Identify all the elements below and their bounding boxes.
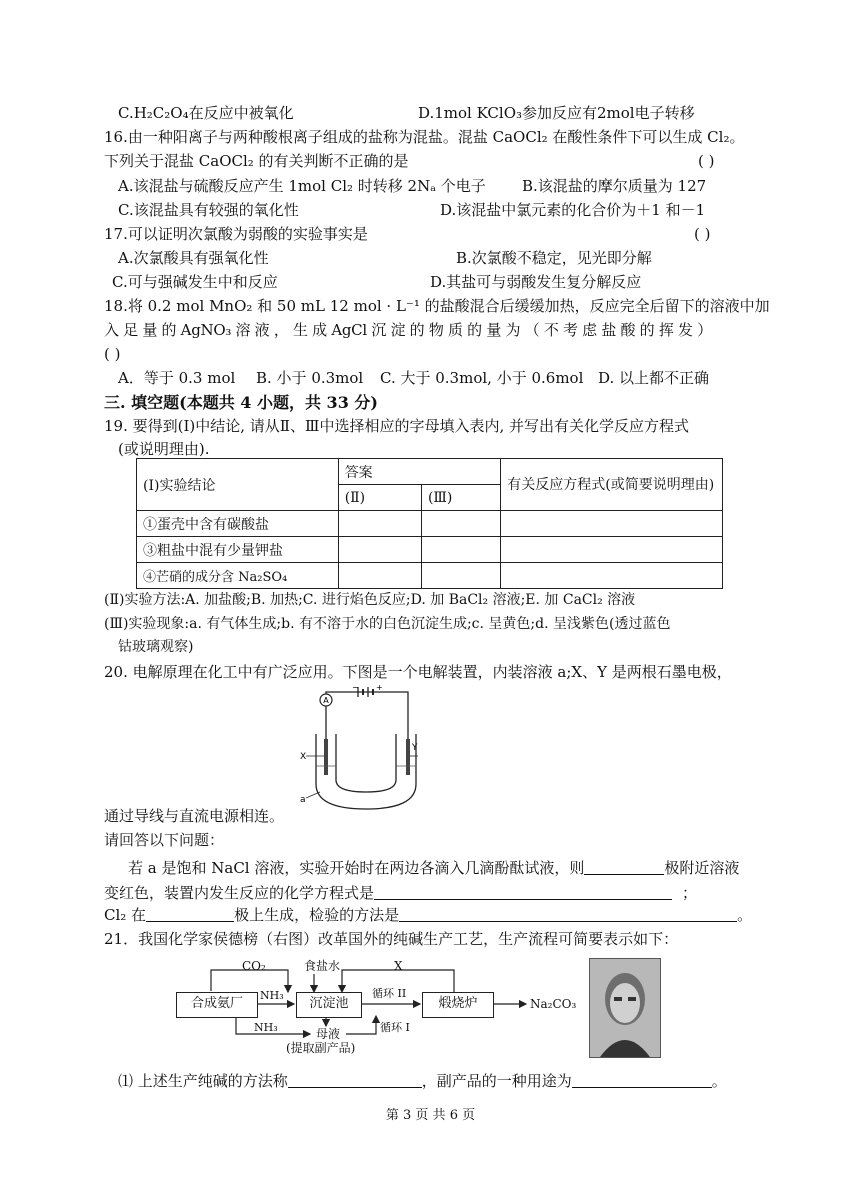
flow-calcination-furnace: 煅烧炉 [422,992,494,1018]
q20-text: ； [682,884,698,902]
battery-minus-label: − [352,684,359,692]
q18-option-a: A．等于 0.3 mol [118,369,236,387]
q16-option-b: B.该混盐的摩尔质量为 127 [522,177,707,195]
flow-label-cycle2: 循环 II [372,987,407,1000]
flow-settling-tank: 沉淀池 [296,992,362,1018]
method-name-blank[interactable] [288,1073,422,1088]
q20-text: 极上生成，检验的方法是 [234,906,400,924]
flow-label-cycle1: 循环 I [380,1021,410,1034]
q21-text: 。 [711,1072,727,1090]
q20-stem-line3: 请回答以下问题： [104,831,225,849]
flow-label-nh3-top: NH₃ [260,989,284,1002]
equation-cell[interactable] [501,563,723,589]
q20-stem-line1: 20. 电解原理在化工中有广泛应用。下图是一个电解装置，内装溶液 a;X、Y 是两根石墨电极， [104,663,732,681]
page-footer: 第 3 页 共 6 页 [385,1108,476,1123]
q19-stem-line2: (或说明理由). [118,440,210,458]
q16-option-a: A.该混盐与硫酸反应产生 1mol Cl₂ 时转移 2Nₐ 个电子 [118,177,486,195]
q18-option-d: D. 以上都不正确 [598,369,710,387]
table-row [137,537,723,563]
q16-stem-line1: 16.由一种阳离子与两种酸根离子组成的盐称为混盐。混盐 CaOCl₂ 在酸性条件下可以生成 Cl₂。 [104,128,745,146]
q20-text: 。 [737,906,753,924]
electrode-x [324,739,328,775]
flow-label-brine: 食盐水 [304,959,341,973]
q21-text: ，副产品的一种用途为 [421,1072,572,1090]
electrode-y [406,739,410,775]
answer-cell-3[interactable] [421,511,500,537]
electrode-x-label: X [300,752,307,762]
flow-label-byproduct: (提取副产品) [286,1041,356,1055]
table-header-answer: 答案 [338,459,501,485]
electrolysis-diagram [300,684,420,814]
flow-label-mother-liquor: 母液 [316,1027,341,1041]
q18-answer-bracket: ( ) [104,345,121,363]
q21-text: ⑴ 上述生产纯碱的方法称 [118,1072,288,1090]
q15-option-d: D.1mol KClO₃参加反应有2mol电子转移 [418,104,695,122]
table-row [137,563,723,589]
q19-stem-line1: 19. 要得到(Ⅰ)中结论, 请从Ⅱ、Ⅲ中选择相应的字母填入表内, 并写出有关化学反应方程式 [104,417,689,435]
answer-cell-2[interactable] [338,563,421,589]
answer-cell-2[interactable] [338,537,421,563]
q21-sub1 [118,1071,727,1091]
portrait-image [589,958,661,1058]
q20-text: 变红色，装置内发生反应的化学方程式是 [104,884,375,902]
answer-cell-2[interactable] [338,511,421,537]
q17-answer-bracket: ( ) [694,225,711,243]
answer-cell-3[interactable] [421,563,500,589]
battery-plus-label: + [376,684,383,692]
q20-stem-line2: 通过导线与直流电源相连。 [104,807,285,825]
q20-question-line3 [104,905,752,925]
section3-title: 三. 填空题(本题共 4 小题，共 33 分) [104,393,378,412]
q20-question-line1 [128,858,739,878]
q20-text: 若 a 是饱和 NaCl 溶液，实验开始时在两边各滴入几滴酚酞试液，则 [128,859,585,877]
table-row-label: ④芒硝的成分含 Na₂SO₄ [137,563,339,589]
electrode-y-label: Y [412,743,418,753]
q17-stem: 17.可以证明次氯酸为弱酸的实验事实是 [104,225,368,243]
test-method-blank[interactable] [399,907,737,922]
table-header-equation: 有关反应方程式(或简要说明理由) [501,459,723,511]
equation-cell[interactable] [501,511,723,537]
q16-answer-bracket: ( ) [698,152,715,170]
table-header-col3: (Ⅲ) [421,485,500,511]
table-row-label: ①蛋壳中含有碳酸盐 [137,511,339,537]
flow-label-x: X [394,959,403,973]
equation-cell[interactable] [501,537,723,563]
q18-option-b: B. 小于 0.3mol [256,369,364,387]
table-header-conclusion: (Ⅰ)实验结论 [137,459,339,511]
equation-blank[interactable] [374,885,672,900]
q16-stem-line2: 下列关于混盐 CaOCl₂ 的有关判断不正确的是 [104,152,409,170]
q18-stem-line2: 入 足 量 的 AgNO₃ 溶 液 ， 生 成 AgCl 沉 淀 的 物 质 的 量 为 （ 不 考 虑 盐 酸 的 挥 发 ） [104,321,712,339]
flow-label-co2: CO₂ [242,959,266,973]
byproduct-use-blank[interactable] [572,1073,712,1088]
q16-option-c: C.该混盐具有较强的氧化性 [118,201,299,219]
q17-option-a: A.次氯酸具有强氧化性 [118,249,269,267]
q18-option-c: C. 大于 0.3mol, 小于 0.6mol [380,369,584,387]
q18-stem-line1: 18.将 0.2 mol MnO₂ 和 50 mL 12 mol · L⁻¹ 的盐酸混合后缓缓加热，反应完全后留下的溶液中加 [104,297,770,315]
q17-option-c: C.可与强碱发生中和反应 [112,273,278,291]
q15-option-c: C.H₂C₂O₄在反应中被氧化 [118,104,294,122]
answer-cell-3[interactable] [421,537,500,563]
q19-phenomena-line1: (Ⅲ)实验现象:a. 有气体生成;b. 有不溶于水的白色沉淀生成;c. 呈黄色;d. 呈浅紫色(透过蓝色 [104,616,671,632]
solution-a-label: a [300,795,306,805]
table-row-label: ③粗盐中混有少量钾盐 [137,537,339,563]
flow-label-product: Na₂CO₃ [530,997,577,1011]
q17-option-b: B.次氯酸不稳定，见光即分解 [456,249,652,267]
q20-text: Cl₂ 在 [104,906,147,924]
cl2-electrode-blank[interactable] [146,907,234,922]
q21-stem: 21．我国化学家侯德榜（右图）改革国外的纯碱生产工艺，生产流程可简要表示如下： [104,930,679,948]
table-row [137,511,723,537]
q19-phenomena-line2: 钴玻璃观察) [118,639,194,655]
ammeter-label: A [323,696,329,705]
soda-process-flowchart [176,956,576,1056]
q20-text: 极附近溶液 [664,859,740,877]
q20-question-line2 [104,883,697,903]
table-header-col2: (Ⅱ) [338,485,421,511]
electrode-blank[interactable] [584,860,664,875]
flow-synth-ammonia-plant: 合成氨厂 [176,992,258,1018]
q19-answer-table [136,458,723,589]
q17-option-d: D.其盐可与弱酸发生复分解反应 [430,273,642,291]
flow-label-nh3-bottom: NH₃ [254,1021,278,1034]
q19-methods: (Ⅱ)实验方法:A. 加盐酸;B. 加热;C. 进行焰色反应;D. 加 BaCl₂ 溶液;E. 加 CaCl₂ 溶液 [104,592,636,608]
q16-option-d: D.该混盐中氯元素的化合价为＋1 和－1 [440,201,706,219]
